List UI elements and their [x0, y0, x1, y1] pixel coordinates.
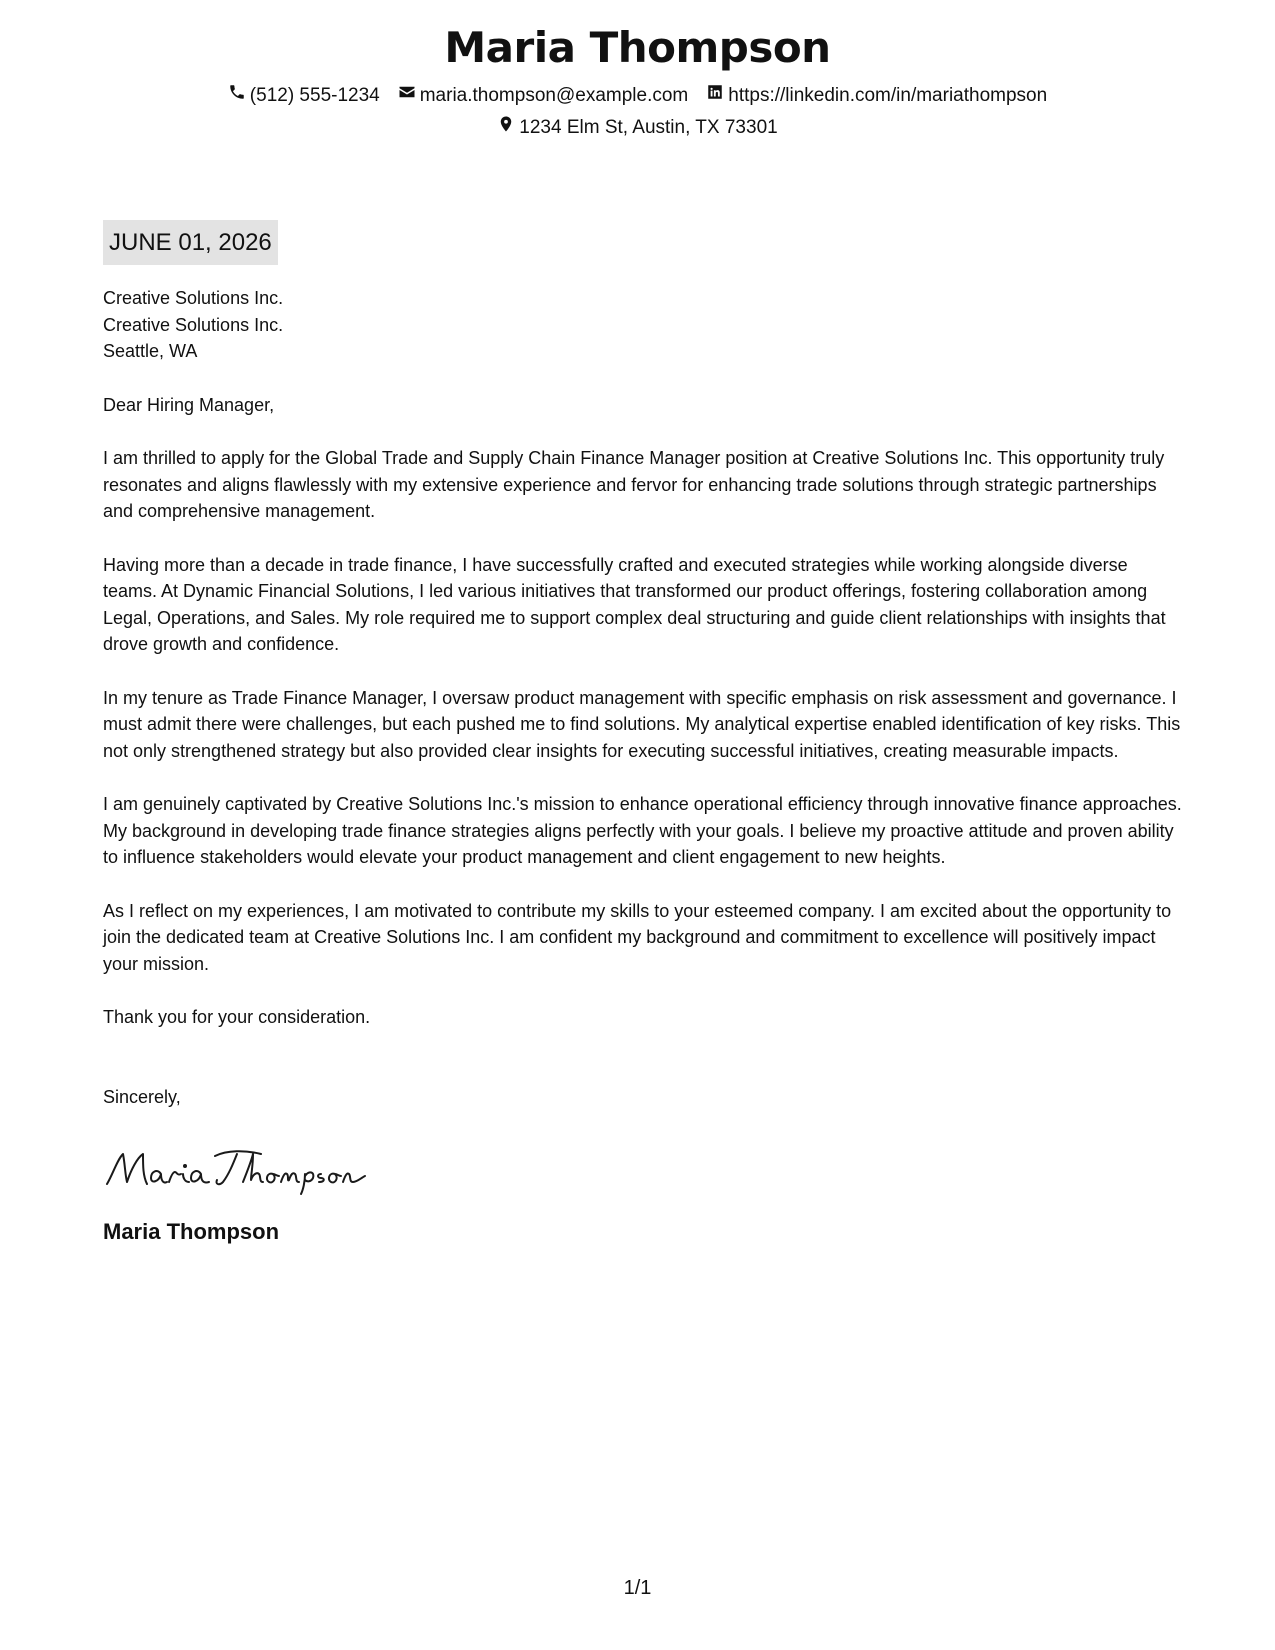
- phone-number: (512) 555-1234: [249, 85, 380, 106]
- letter-date: JUNE 01, 2026: [103, 220, 278, 265]
- recipient-block: [103, 285, 1183, 365]
- envelope-icon: [398, 82, 416, 110]
- handwritten-signature: [103, 1140, 373, 1196]
- email-contact: [398, 82, 689, 110]
- email-address: maria.thompson@example.com: [419, 85, 689, 106]
- linkedin-url: https://linkedin.com/in/mariathompson: [728, 85, 1048, 106]
- address-contact: [497, 114, 777, 142]
- body-paragraph: I am genuinely captivated by Creative Solutions Inc.'s mission to enhance operational efficiency through innovative finance approaches. My background in developing trade finance strategies aligns perfectly with your goals. I believe my proactive attitude and proven ability to influence stakeholders would elevate your product management and client engagement to new heights.: [103, 794, 1182, 867]
- salutation: Dear Hiring Manager,: [103, 394, 275, 415]
- address-row: [0, 114, 1275, 142]
- letter-body: [103, 220, 1183, 1246]
- applicant-name: Maria Thompson: [444, 23, 831, 72]
- linkedin-contact: [706, 82, 1047, 110]
- map-pin-icon: [497, 114, 515, 142]
- contact-row: [0, 82, 1275, 110]
- recipient-line: Seattle, WA: [103, 341, 198, 361]
- signoff: Sincerely,: [103, 1086, 181, 1107]
- recipient-line: Creative Solutions Inc.: [103, 314, 284, 335]
- body-paragraph: I am thrilled to apply for the Global Trade and Supply Chain Finance Manager position at Creative Solutions Inc. This opportunity truly resonates and aligns flawlessly with my extensive experience and fervor for enhancing trade solutions through strategic partnerships and comprehensive management.: [103, 448, 1165, 521]
- body-paragraph: In my tenure as Trade Finance Manager, I oversaw product management with specific emphasis on risk assessment and governance. I must admit there were challenges, but each pushed me to find solutions. My analytical expertise enabled identification of key risks. This not only strengthened strategy but also provided clear insights for executing successful initiatives, creating measurable impacts.: [103, 687, 1181, 761]
- signer-name: Maria Thompson: [103, 1219, 280, 1244]
- body-paragraph: Having more than a decade in trade finance, I have successfully crafted and executed strategies while working alongside diverse teams. At Dynamic Financial Solutions, I led various initiatives that transformed our product offerings, fostering collaboration among Legal, Operations, and Sales. My role required me to support complex deal structuring and guide client relationships with insights that drove growth and confidence.: [103, 554, 1166, 654]
- body-paragraph: As I reflect on my experiences, I am motivated to contribute my skills to your esteemed company. I am excited about the opportunity to join the dedicated team at Creative Solutions Inc. I am confident my background and commitment to excellence will positively impact your mission.: [103, 900, 1172, 974]
- phone-icon: [228, 82, 246, 110]
- letter-header: [0, 20, 1275, 142]
- street-address: 1234 Elm St, Austin, TX 73301: [519, 117, 778, 138]
- closing-thanks: Thank you for your consideration.: [103, 1007, 371, 1027]
- phone-contact: [228, 82, 380, 110]
- linkedin-icon: [706, 82, 724, 110]
- recipient-line: Creative Solutions Inc.: [103, 288, 284, 308]
- page-number: 1/1: [623, 1577, 652, 1599]
